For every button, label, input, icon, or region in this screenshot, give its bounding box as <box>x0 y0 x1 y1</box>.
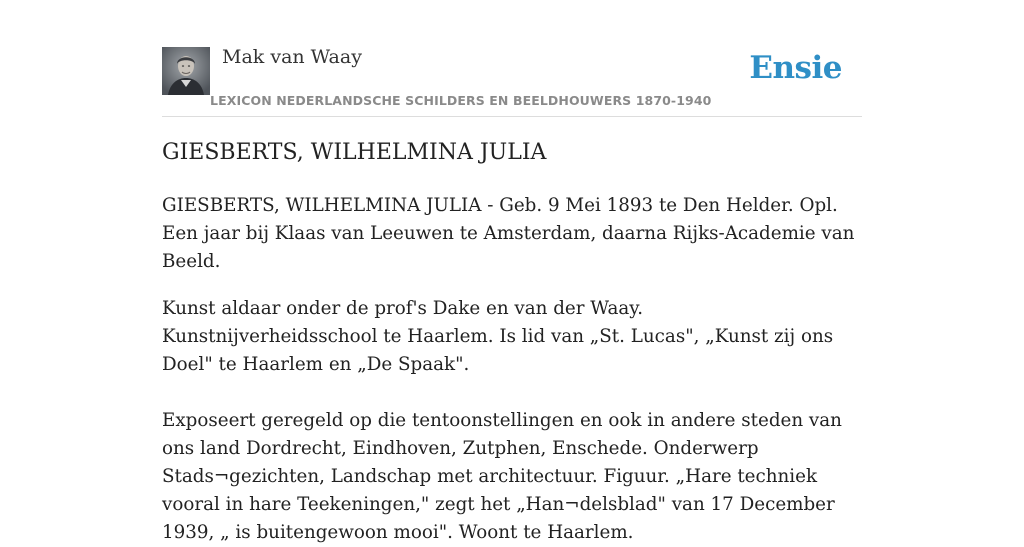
article-title: GIESBERTS, WILHELMINA JULIA <box>162 140 547 165</box>
article-paragraph: Exposeert geregeld op die tentoonstellingen en ook in andere steden van ons land Dordrecht, Eindhoven, Zutphen, Enschede. Onderwerp Stads¬gezichten, Landschap met architectuur. Figuur. „Hare techniek vooral in hare Teekeningen," zegt het „Han¬delsblad" van 17 December 1939, „ is buitengewoon mooi". Woont te Haarlem. <box>162 410 842 543</box>
portrait-icon <box>162 47 210 95</box>
article-paragraph: GIESBERTS, WILHELMINA JULIA - Geb. 9 Mei 1893 te Den Helder. Opl. Een jaar bij Klaas van Leeuwen te Amsterdam, daarna Rijks-Academie van Beeld. <box>162 195 855 272</box>
author-avatar[interactable] <box>162 47 210 95</box>
author-name[interactable]: Mak van Waay <box>222 46 362 68</box>
brand-logo[interactable]: Ensie <box>749 50 842 86</box>
article-body <box>162 192 862 547</box>
page-header <box>162 46 862 117</box>
source-lexicon[interactable]: LEXICON NEDERLANDSCHE SCHILDERS EN BEELDHOUWERS 1870-1940 <box>210 93 712 108</box>
article-paragraph: Kunst aldaar onder de prof's Dake en van der Waay. Kunstnijverheidsschool te Haarlem. Is lid van „St. Lucas", „Kunst zij ons Doel" te Haarlem en „De Spaak". <box>162 298 834 375</box>
